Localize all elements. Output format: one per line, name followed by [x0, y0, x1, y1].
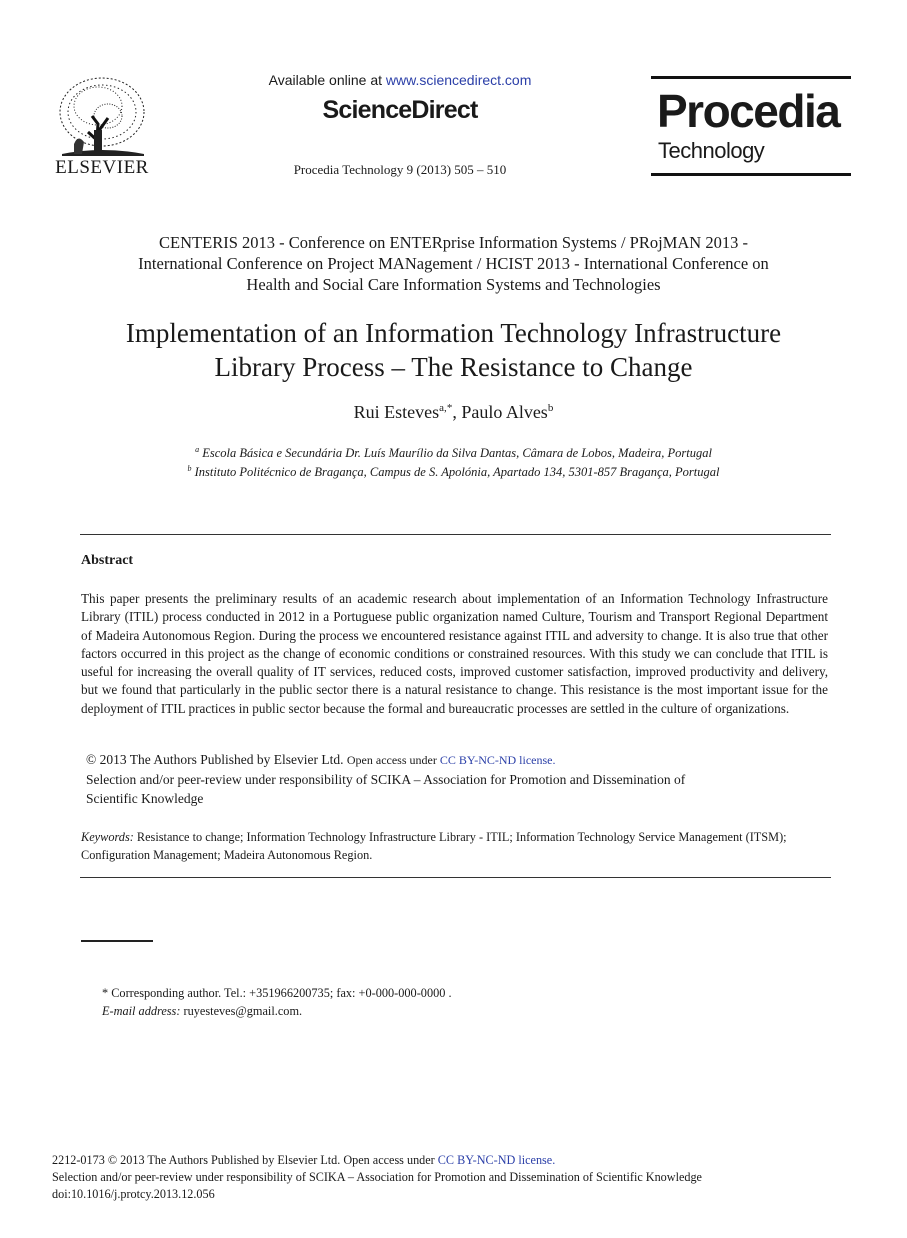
email-address[interactable]: ruyesteves@gmail.com.: [180, 1004, 303, 1018]
bottom-license-link[interactable]: CC BY-NC-ND license.: [437, 1153, 556, 1167]
license-link[interactable]: CC BY-NC-ND license.: [439, 753, 556, 767]
affiliation-a-text: Escola Básica e Secundária Dr. Luís Maurílio da Silva Dantas, Câmara de Lobos, Madeira, Portugal: [199, 446, 712, 461]
corresponding-author: * Corresponding author. Tel.: +351966200735; fax: +0-000-000-0000 .: [102, 986, 452, 1000]
divider-bottom: [80, 877, 831, 878]
author-1-corresponding-mark[interactable]: *: [446, 402, 453, 414]
author-1-affil: a,: [439, 402, 447, 414]
procedia-title: Procedia: [657, 85, 840, 137]
copyright-text: © 2013 The Authors Published by Elsevier Ltd.: [86, 752, 347, 767]
conference-line-2: International Conference on Project MANagement / HCIST 2013 - International Conference on: [138, 254, 769, 273]
issn-text: 2212-0173 © 2013 The Authors Published by Elsevier Ltd.: [52, 1153, 344, 1167]
procedia-rule-bottom: [651, 173, 851, 176]
abstract-text: This paper presents the preliminary results of an academic research about implementation of an Information Technology Infrastructure Library (ITIL) process conducted in 2012 in a Portuguese public organization named Culture, Tourism and Transport Regional Department of Madeira Autonomous Region. During the process we encountered resistance against ITIL and adversity to change. It is also true that other factors occurred in this project as the change of economic conditions or constrained resources. With this study we can conclude that ITIL is useful for increasing the overall quality of IT services, reduced costs, improved customer satisfaction, improved productivity and delivery, but we found that particularly in the public sector there is a natural resistance to change. This resistance is the most important issue for the deployment of ITIL practices in public sector because the formal and bureaucratic processes are settled in the culture of organizations.: [81, 591, 828, 716]
sciencedirect-link[interactable]: www.sciencedirect.com: [385, 72, 532, 88]
conference-line-3: Health and Social Care Information Systems and Technologies: [246, 275, 661, 294]
copyright-line: [86, 750, 786, 770]
keywords-text: Resistance to change; Information Technology Infrastructure Library - ITIL; Information Technology Service Management (ITSM); Configuration Management; Madeira Autonomous Region.: [81, 830, 787, 862]
author-separator: ,: [452, 402, 462, 422]
email-label: E-mail address:: [102, 1004, 181, 1018]
doi[interactable]: doi:10.1016/j.protcy.2013.12.056: [52, 1187, 215, 1201]
available-prefix: Available online at: [268, 72, 386, 88]
keywords-label: Keywords:: [81, 830, 134, 844]
bottom-open-access: Open access under: [343, 1153, 438, 1167]
affiliations: [60, 442, 847, 480]
procedia-rule-top: [651, 76, 851, 79]
paper-title: [60, 316, 847, 384]
open-access-text: Open access under: [346, 753, 440, 767]
affiliation-b-mark: b: [187, 464, 192, 474]
authors: [60, 402, 847, 423]
copyright-block: [86, 750, 786, 808]
author-2-affil: b: [547, 402, 554, 414]
keywords: [81, 828, 828, 864]
conference-info: [60, 232, 847, 295]
conference-line-1: CENTERIS 2013 - Conference on ENTERprise Information Systems / PRojMAN 2013 -: [159, 233, 748, 252]
author-2: Paulo Alves: [461, 402, 548, 422]
procedia-logo: [651, 76, 851, 176]
title-line-2: Library Process – The Resistance to Change: [214, 352, 693, 382]
footnote-rule: [81, 940, 153, 942]
selection-line-2: Scientific Knowledge: [86, 791, 204, 806]
title-line-1: Implementation of an Information Technology Infrastructure: [125, 318, 782, 348]
bottom-selection: Selection and/or peer-review under responsibility of SCIKA – Association for Promotion and Dissemination of Scientific Knowledge: [52, 1170, 702, 1184]
abstract-heading: Abstract: [81, 553, 134, 568]
procedia-subtitle: Technology: [658, 138, 765, 163]
divider-top: [80, 534, 831, 535]
issn-line: [52, 1152, 852, 1169]
bottom-notice: [52, 1152, 852, 1203]
available-online: [230, 72, 570, 88]
affiliation-a: [60, 442, 847, 461]
selection-line-1: Selection and/or peer-review under responsibility of SCIKA – Association for Promotion and Dissemination of: [86, 772, 686, 787]
affiliation-b: [60, 461, 847, 480]
affiliation-a-mark: a: [195, 445, 200, 454]
journal-reference: Procedia Technology 9 (2013) 505 – 510: [293, 162, 507, 177]
author-1: Rui Esteves: [353, 402, 440, 422]
sciencedirect-wordmark: ScienceDirect: [322, 96, 478, 124]
email-line: [102, 1002, 802, 1020]
footnote: [102, 984, 802, 1020]
affiliation-b-text: Instituto Politécnico de Bragança, Campus de S. Apolónia, Apartado 134, 5301-857 Bragança, Portugal: [191, 465, 720, 480]
elsevier-wordmark: ELSEVIER: [55, 157, 149, 178]
